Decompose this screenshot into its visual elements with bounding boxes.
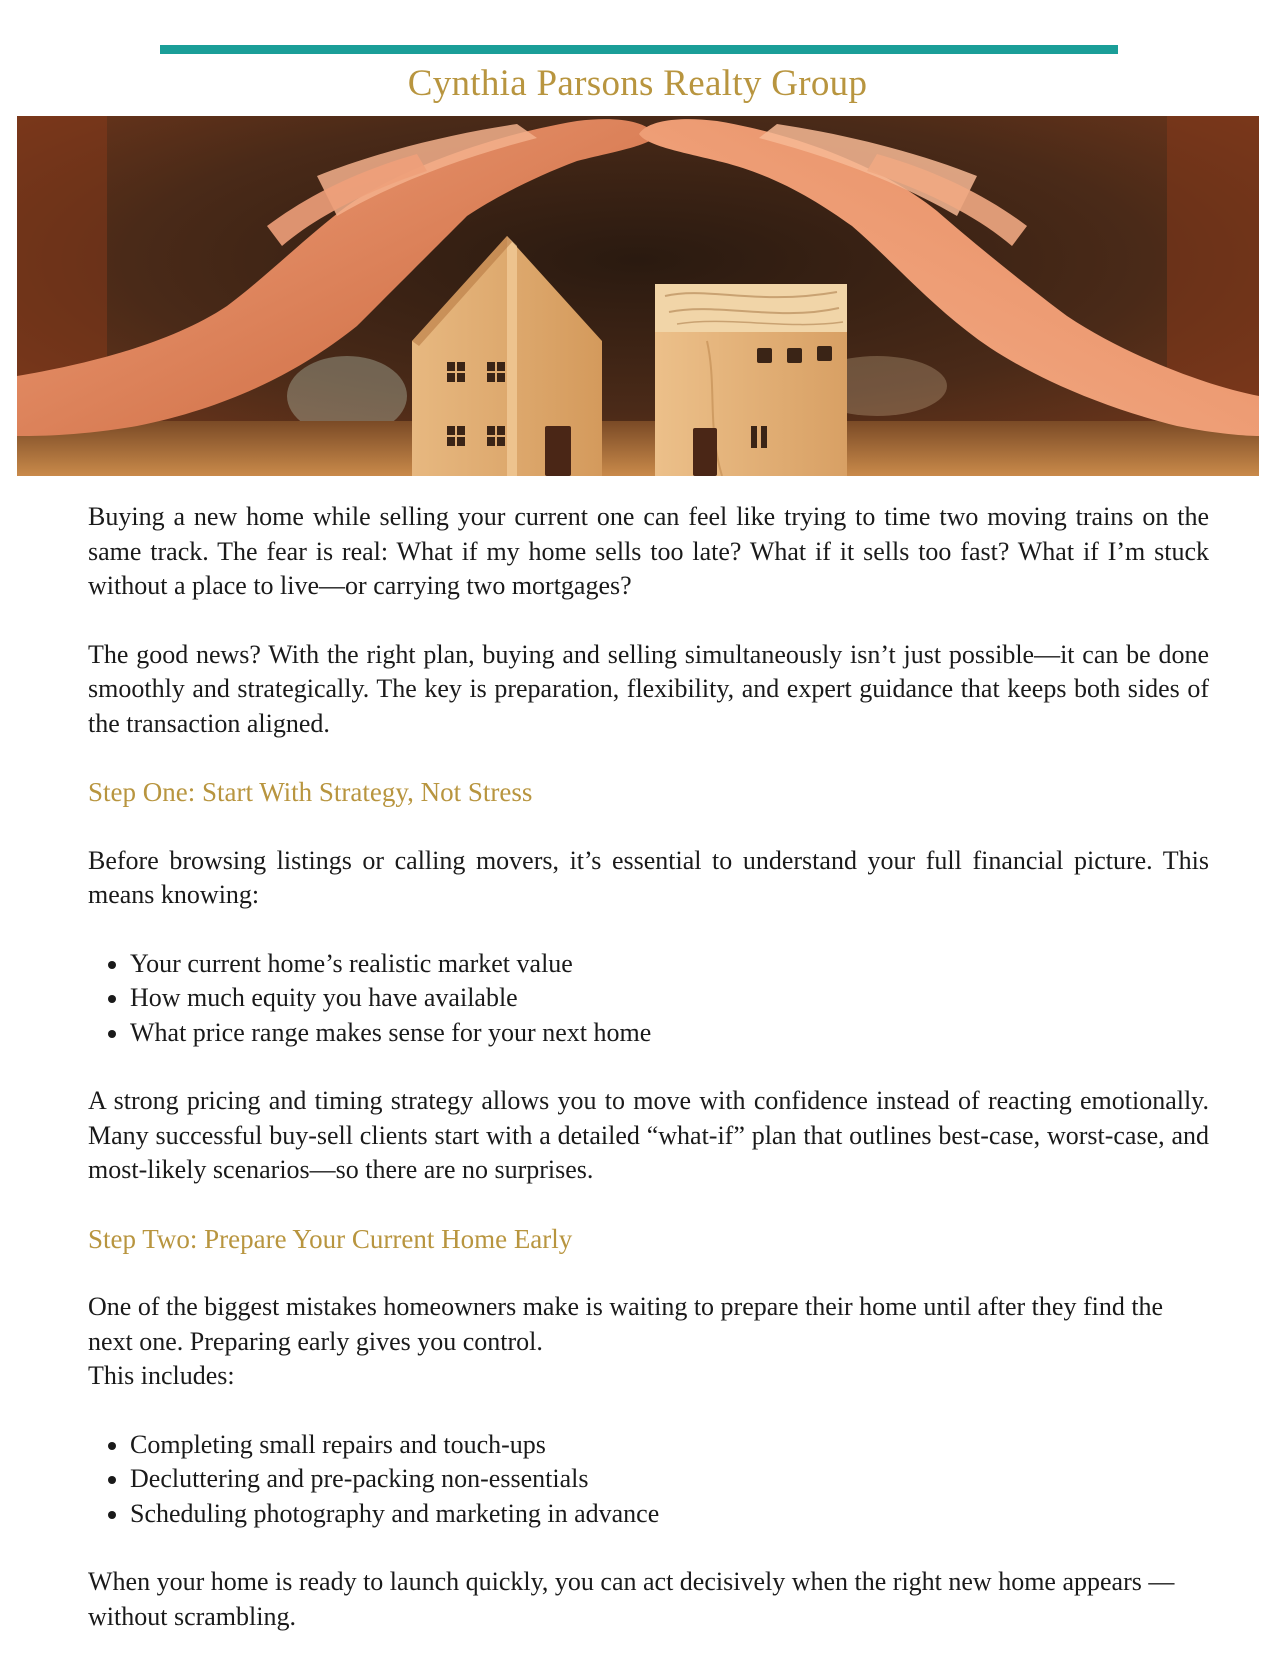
step-two-includes: This includes: bbox=[88, 1361, 235, 1390]
intro-paragraph-1: Buying a new home while selling your current one can feel like trying to time two moving trains on the same track. The fear is real: What if my home sells too late? What if it sells too fast? What if I’m stuck without a place to live—or carrying two mortgages? bbox=[88, 502, 1209, 600]
step-one-lead: Before browsing listings or calling movers, it’s essential to understand your full financial picture. This means knowing: bbox=[88, 845, 1209, 909]
step-one-list bbox=[88, 947, 1209, 1051]
step-two-list bbox=[88, 1428, 1209, 1532]
list-item: • Scheduling photography and marketing in advance bbox=[130, 1497, 1209, 1532]
step-one-closing: A strong pricing and timing strategy allows you to move with confidence instead of reacting emotionally. Many successful buy-sell clients start with a detailed “what-if” plan that outlines best-case, worst-case, and most-likely scenarios—so there are no surprises. bbox=[88, 1086, 1209, 1184]
brand-title: Cynthia Parsons Realty Group bbox=[407, 63, 868, 104]
list-item: • Decluttering and pre-packing non-essentials bbox=[130, 1462, 1209, 1497]
hero-image bbox=[17, 116, 1259, 476]
list-item: • How much equity you have available bbox=[130, 981, 1209, 1016]
step-two-lead: One of the biggest mistakes homeowners make is waiting to prepare their home until after they find the next one. Preparing early gives you control. bbox=[88, 1292, 1164, 1356]
wooden-house-right bbox=[655, 284, 847, 476]
intro-paragraph-2: The good news? With the right plan, buying and selling simultaneously isn’t just possible—it can be done smoothly and strategically. The key is preparation, flexibility, and expert guidance that keeps both sides of the transaction aligned. bbox=[88, 639, 1209, 738]
step-two-heading: Step Two: Prepare Your Current Home Early bbox=[88, 1223, 573, 1254]
list-item: • Your current home’s realistic market value bbox=[130, 947, 1209, 982]
article-body bbox=[88, 500, 1209, 1668]
step-one-heading: Step One: Start With Strategy, Not Stress bbox=[88, 777, 533, 807]
list-item: • What price range makes sense for your next home bbox=[130, 1016, 1209, 1051]
header-accent-rule bbox=[160, 45, 1118, 54]
step-two-closing: When your home is ready to launch quickly, you can act decisively when the right new home appears —without scrambling. bbox=[88, 1567, 1175, 1631]
list-item: • Completing small repairs and touch-ups bbox=[130, 1428, 1209, 1463]
table-surface bbox=[17, 421, 1259, 476]
